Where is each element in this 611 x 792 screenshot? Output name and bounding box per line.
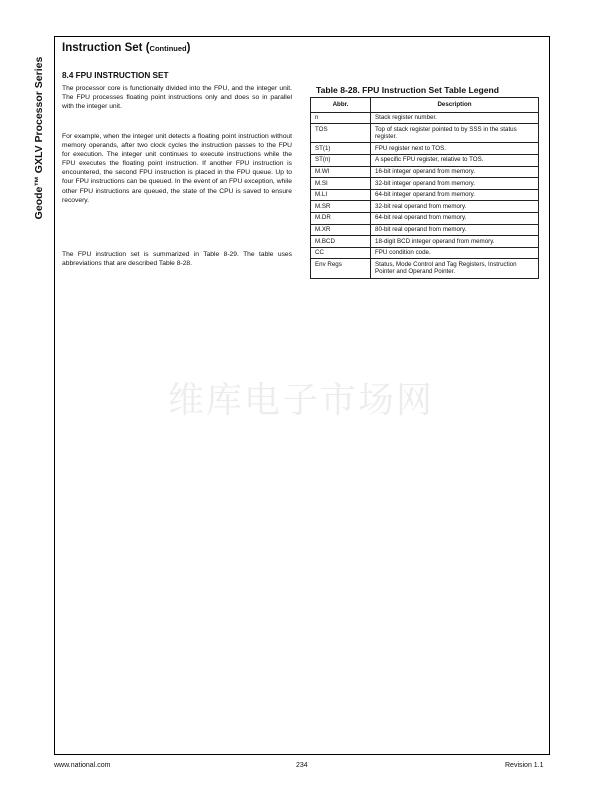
table-row — [311, 201, 539, 213]
abbr-cell: Env Regs — [311, 259, 371, 278]
table-row — [311, 178, 539, 190]
page-title: Instruction Set (Continued) — [62, 42, 191, 54]
column-header-abbr: Abbr. — [311, 98, 371, 113]
table-row — [311, 124, 539, 143]
table-caption: Table 8-28. FPU Instruction Set Table Legend — [316, 85, 500, 95]
fpu-legend-table — [310, 97, 539, 279]
column-header-description: Description — [371, 98, 539, 113]
description-cell: FPU condition code. — [371, 247, 539, 259]
footer-website: www.national.com — [54, 762, 111, 769]
abbr-cell: ST(1) — [311, 143, 371, 155]
description-cell: Stack register number. — [371, 112, 539, 124]
description-cell: 64-bit integer operand from memory. — [371, 189, 539, 201]
table-row — [311, 236, 539, 248]
description-cell: Top of stack register pointed to by SSS in the status register. — [371, 124, 539, 143]
table-row — [311, 212, 539, 224]
side-title-text: Geode™ GXLV Processor Series — [33, 56, 45, 220]
continued-label: Continued — [149, 44, 187, 53]
description-cell: 32-bit real operand from memory. — [371, 201, 539, 213]
description-cell: FPU register next to TOS. — [371, 143, 539, 155]
section-heading: 8.4 FPU INSTRUCTION SET — [62, 71, 169, 80]
abbr-cell: M.XR — [311, 224, 371, 236]
paragraph-3: The FPU instruction set is summarized in Table 8-29. The table uses abbreviations that are described Table 8-28. — [62, 251, 292, 268]
page-frame-bottom-rule — [54, 754, 550, 755]
abbr-cell: M.WI — [311, 166, 371, 178]
description-cell: 16-bit integer operand from memory. — [371, 166, 539, 178]
abbr-cell: M.DR — [311, 212, 371, 224]
footer-revision: Revision 1.1 — [505, 762, 544, 769]
table-row — [311, 259, 539, 278]
abbr-cell: M.SR — [311, 201, 371, 213]
description-cell: 18-digit BCD integer operand from memory. — [371, 236, 539, 248]
abbr-cell: CC — [311, 247, 371, 259]
abbr-cell: TOS — [311, 124, 371, 143]
table-row — [311, 166, 539, 178]
abbr-cell: M.BCD — [311, 236, 371, 248]
description-cell: Status, Mode Control and Tag Registers, Instruction Pointer and Operand Pointer. — [371, 259, 539, 278]
description-cell: A specific FPU register, relative to TOS. — [371, 154, 539, 166]
paragraph-1: The processor core is functionally divided into the FPU, and the integer unit. The FPU processes floating point instructions only and does so in parallel with the integer unit. — [62, 85, 292, 111]
abbr-cell: n — [311, 112, 371, 124]
side-title — [28, 38, 50, 238]
footer-page-number: 234 — [296, 762, 308, 769]
table-row — [311, 189, 539, 201]
description-cell: 64-bit real operand from memory. — [371, 212, 539, 224]
table-row — [311, 224, 539, 236]
table-header-row — [311, 98, 539, 113]
abbr-cell: M.SI — [311, 178, 371, 190]
abbr-cell: ST(n) — [311, 154, 371, 166]
table-row — [311, 154, 539, 166]
description-cell: 32-bit integer operand from memory. — [371, 178, 539, 190]
description-cell: 80-bit real operand from memory. — [371, 224, 539, 236]
table-row — [311, 112, 539, 124]
abbr-cell: M.LI — [311, 189, 371, 201]
table-row — [311, 143, 539, 155]
table-row — [311, 247, 539, 259]
watermark: 维库电子市场网 — [168, 380, 435, 421]
paragraph-2: For example, when the integer unit detects a floating point instruction without memory operands, after two clock cycles the instruction passes to the FPU for execution. The integer unit continues to execute instructions while the FPU executes the floating point instruction. If another FPU instruction is encountered, the second FPU instruction is placed in the FPU queue. Up to four FPU instructions can be queued. In the event of an FPU exception, while other FPU instructions are queued, the state of the CPU is saved to ensure recovery. — [62, 133, 292, 204]
